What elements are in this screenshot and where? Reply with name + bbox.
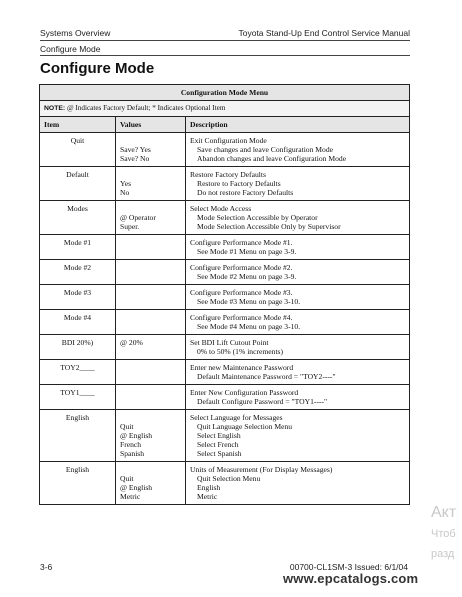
table-row bbox=[40, 285, 410, 310]
table-row bbox=[40, 310, 410, 335]
values-cell bbox=[116, 201, 186, 235]
description-line: 0% to 50% (1% increments) bbox=[197, 347, 284, 356]
value-line bbox=[120, 313, 181, 322]
header-left: Systems Overview bbox=[40, 28, 111, 38]
value-line bbox=[120, 363, 181, 372]
value-line: Super. bbox=[120, 222, 140, 231]
description-line: Configure Performance Mode #1. bbox=[190, 238, 293, 247]
description-cell bbox=[186, 167, 410, 201]
description-line: See Mode #4 Menu on page 3-10. bbox=[197, 322, 301, 331]
table-row bbox=[40, 335, 410, 360]
item-cell: Mode #2 bbox=[40, 260, 116, 285]
description-line: Quit Language Selection Menu bbox=[197, 422, 293, 431]
description-line: Enter New Configuration Password bbox=[190, 388, 299, 397]
values-cell bbox=[116, 310, 186, 335]
description-line: Select Spanish bbox=[197, 449, 242, 458]
item-cell: Modes bbox=[40, 201, 116, 235]
values-cell bbox=[116, 410, 186, 462]
value-line: Quit bbox=[120, 474, 134, 483]
description-cell bbox=[186, 201, 410, 235]
value-line: @ Operator bbox=[120, 213, 156, 222]
value-line: Quit bbox=[120, 422, 134, 431]
value-line bbox=[120, 465, 181, 474]
values-cell bbox=[116, 462, 186, 505]
table-row bbox=[40, 201, 410, 235]
item-cell: Default bbox=[40, 167, 116, 201]
description-line: Save changes and leave Configuration Mode bbox=[197, 145, 334, 154]
item-cell: TOY1____ bbox=[40, 385, 116, 410]
values-cell bbox=[116, 235, 186, 260]
overlay-text-1: Акт bbox=[431, 504, 457, 521]
description-line: See Mode #2 Menu on page 3-9. bbox=[197, 272, 297, 281]
item-cell: BDI 20%) bbox=[40, 335, 116, 360]
value-line: Metric bbox=[120, 492, 141, 501]
header-rule bbox=[40, 40, 410, 41]
column-header-item: Item bbox=[40, 117, 116, 133]
description-line: Select Mode Access bbox=[190, 204, 252, 213]
description-line: Abandon changes and leave Configuration Mode bbox=[197, 154, 347, 163]
item-cell: Mode #3 bbox=[40, 285, 116, 310]
description-line: Restore Factory Defaults bbox=[190, 170, 266, 179]
page-number: 3-6 bbox=[40, 562, 53, 572]
value-line bbox=[120, 238, 181, 247]
table-row bbox=[40, 260, 410, 285]
value-line: @ 20% bbox=[120, 338, 143, 347]
values-cell bbox=[116, 260, 186, 285]
table-row bbox=[40, 385, 410, 410]
description-cell bbox=[186, 385, 410, 410]
description-line: See Mode #1 Menu on page 3-9. bbox=[197, 247, 297, 256]
watermark: www.epcatalogs.com bbox=[283, 571, 419, 586]
description-line: Metric bbox=[197, 492, 218, 501]
table-row bbox=[40, 360, 410, 385]
document-id: 00700-CL1SM-3 Issued: 6/1/04 bbox=[289, 562, 408, 572]
description-line: See Mode #3 Menu on page 3-10. bbox=[197, 297, 301, 306]
description-line: Select English bbox=[197, 431, 241, 440]
breadcrumb-rule bbox=[40, 55, 410, 56]
description-line: Select Language for Messages bbox=[190, 413, 283, 422]
description-cell bbox=[186, 133, 410, 167]
value-line: No bbox=[120, 188, 130, 197]
description-cell bbox=[186, 285, 410, 310]
value-line bbox=[120, 288, 181, 297]
item-cell: Mode #4 bbox=[40, 310, 116, 335]
overlay-text-3: разд bbox=[431, 548, 455, 560]
overlay-text-2: Чтоб bbox=[431, 528, 456, 540]
description-line: Default Configure Password = "TOY1----" bbox=[197, 397, 328, 406]
table-row bbox=[40, 133, 410, 167]
item-cell: Mode #1 bbox=[40, 235, 116, 260]
values-cell bbox=[116, 167, 186, 201]
description-line: Mode Selection Accessible by Operator bbox=[197, 213, 318, 222]
item-cell: English bbox=[40, 462, 116, 505]
table-row bbox=[40, 167, 410, 201]
note-label: NOTE: bbox=[44, 105, 66, 112]
description-line: Set BDI Lift Cutout Point bbox=[190, 338, 269, 347]
description-line: Mode Selection Accessible Only by Supervisor bbox=[197, 222, 341, 231]
description-line: Enter new Maintenance Password bbox=[190, 363, 294, 372]
description-line: Configure Performance Mode #2. bbox=[190, 263, 293, 272]
description-line: Default Maintenance Password = "TOY2----" bbox=[197, 372, 336, 381]
value-line bbox=[120, 136, 181, 145]
values-cell bbox=[116, 285, 186, 310]
description-line: Configure Performance Mode #4. bbox=[190, 313, 293, 322]
value-line bbox=[120, 413, 181, 422]
table-row bbox=[40, 410, 410, 462]
description-cell bbox=[186, 235, 410, 260]
description-line: Restore to Factory Defaults bbox=[197, 179, 281, 188]
description-cell bbox=[186, 360, 410, 385]
value-line: Save? No bbox=[120, 154, 150, 163]
item-cell: English bbox=[40, 410, 116, 462]
value-line bbox=[120, 204, 181, 213]
description-cell bbox=[186, 410, 410, 462]
description-line: English bbox=[197, 483, 221, 492]
description-line: Do not restore Factory Defaults bbox=[197, 188, 294, 197]
description-line: Configure Performance Mode #3. bbox=[190, 288, 293, 297]
value-line bbox=[120, 170, 181, 179]
value-line bbox=[120, 263, 181, 272]
column-header-values: Values bbox=[116, 117, 186, 133]
value-line bbox=[120, 388, 181, 397]
description-cell bbox=[186, 310, 410, 335]
description-line: Quit Selection Menu bbox=[197, 474, 261, 483]
values-cell bbox=[116, 133, 186, 167]
value-line: Spanish bbox=[120, 449, 145, 458]
value-line: Yes bbox=[120, 179, 132, 188]
column-header-description: Description bbox=[186, 117, 410, 133]
breadcrumb: Configure Mode bbox=[40, 44, 101, 54]
value-line: Save? Yes bbox=[120, 145, 151, 154]
values-cell bbox=[116, 360, 186, 385]
configuration-table bbox=[39, 84, 410, 505]
description-cell bbox=[186, 335, 410, 360]
menu-title: Configuration Mode Menu bbox=[40, 85, 410, 101]
values-cell bbox=[116, 385, 186, 410]
values-cell bbox=[116, 335, 186, 360]
description-cell bbox=[186, 260, 410, 285]
page-title: Configure Mode bbox=[40, 60, 155, 77]
description-line: Select French bbox=[197, 440, 239, 449]
value-line: French bbox=[120, 440, 142, 449]
table-note bbox=[40, 101, 410, 117]
item-cell: TOY2____ bbox=[40, 360, 116, 385]
note-text: @ Indicates Factory Default; * Indicates Optional Item bbox=[65, 104, 226, 112]
table-row bbox=[40, 462, 410, 505]
value-line: @ English bbox=[120, 431, 153, 440]
table-row bbox=[40, 235, 410, 260]
description-line: Units of Measurement (For Display Messages) bbox=[190, 465, 333, 474]
item-cell: Quit bbox=[40, 133, 116, 167]
description-cell bbox=[186, 462, 410, 505]
value-line: @ English bbox=[120, 483, 153, 492]
description-line: Exit Configuration Mode bbox=[190, 136, 267, 145]
header-right: Toyota Stand-Up End Control Service Manual bbox=[238, 28, 410, 38]
